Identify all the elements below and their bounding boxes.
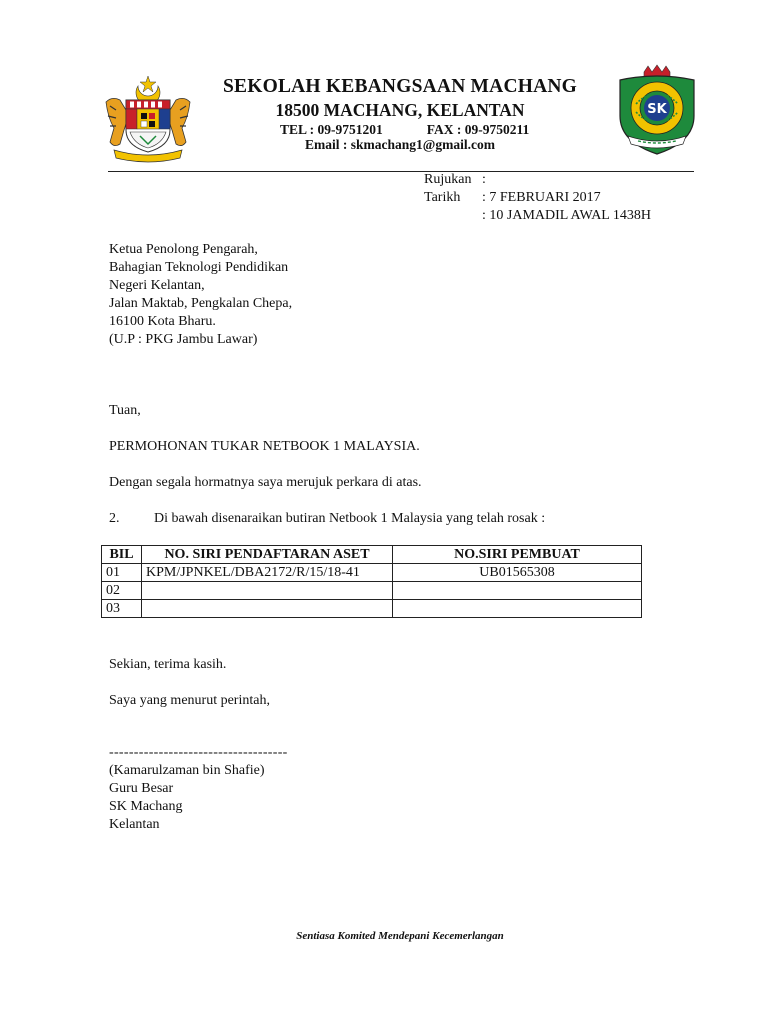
recipient-address <box>109 241 292 349</box>
reference-block <box>424 171 651 225</box>
cell-bil: 03 <box>102 600 142 618</box>
table-row <box>102 564 642 582</box>
recipient-line: 16100 Kota Bharu. <box>109 314 216 329</box>
rujukan-label: Rujukan <box>424 172 472 187</box>
paragraph-number: 2. <box>109 511 120 526</box>
column-header-bil: BIL <box>102 546 142 564</box>
school-address: 18500 MACHANG, KELANTAN <box>275 100 525 120</box>
table-row <box>102 600 642 618</box>
rujukan-value: : <box>482 172 486 187</box>
cell-asset-no <box>142 582 393 600</box>
signatory-school: SK Machang <box>109 799 183 814</box>
cell-serial-no <box>393 600 642 618</box>
tarikh-row <box>424 189 651 207</box>
tarikh-value: : 7 FEBRUARI 2017 <box>482 190 601 205</box>
hijri-date-row <box>424 207 651 225</box>
school-email: Email : skmachang1@gmail.com <box>305 137 495 152</box>
signatory-title: Guru Besar <box>109 781 174 796</box>
cell-asset-no <box>142 600 393 618</box>
school-tel: TEL : 09-9751201 <box>280 122 383 137</box>
school-name: SEKOLAH KEBANGSAAN MACHANG <box>222 76 578 97</box>
cell-bil: 02 <box>102 582 142 600</box>
signatory-name: (Kamarulzaman bin Shafie) <box>109 763 265 778</box>
paragraph-2-text: Di bawah disenaraikan butiran Netbook 1 Malaysia yang telah rosak : <box>154 511 546 526</box>
tarikh-label: Tarikh <box>424 190 461 205</box>
recipient-line: Jalan Maktab, Pengkalan Chepa, <box>109 296 293 311</box>
school-contact <box>280 122 529 138</box>
school-fax: FAX : 09-9750211 <box>426 122 530 137</box>
signature-block <box>109 762 265 834</box>
recipient-line: (U.P : PKG Jambu Lawar) <box>109 332 258 347</box>
cell-bil: 01 <box>102 564 142 582</box>
closing-sign-off: Saya yang menurut perintah, <box>109 693 270 708</box>
recipient-line: Negeri Kelantan, <box>109 278 205 293</box>
column-header-serial-no: NO.SIRI PEMBUAT <box>393 546 642 564</box>
netbook-asset-table <box>101 545 642 618</box>
table-row <box>102 582 642 600</box>
column-header-asset-no: NO. SIRI PENDAFTARAN ASET <box>142 546 393 564</box>
signatory-state: Kelantan <box>109 817 160 832</box>
cell-asset-no: KPM/JPNKEL/DBA2172/R/15/18-41 <box>142 564 393 582</box>
paragraph-1: Dengan segala hormatnya saya merujuk perkara di atas. <box>109 475 422 490</box>
rujukan-row <box>424 171 651 189</box>
letter-subject: PERMOHONAN TUKAR NETBOOK 1 MALAYSIA. <box>109 439 420 454</box>
cell-serial-no: UB01565308 <box>393 564 642 582</box>
salutation: Tuan, <box>109 403 141 418</box>
hijri-date-value: : 10 JAMADIL AWAL 1438H <box>482 208 651 223</box>
footer-motto: Sentiasa Komited Mendepani Kecemerlangan <box>296 930 504 942</box>
recipient-line: Bahagian Teknologi Pendidikan <box>109 260 289 275</box>
cell-serial-no <box>393 582 642 600</box>
signature-line: ------------------------------------ <box>109 745 288 760</box>
recipient-line: Ketua Penolong Pengarah, <box>109 242 258 257</box>
paragraph-2 <box>109 510 545 528</box>
school-badge-logo <box>614 64 700 156</box>
table-header-row <box>102 546 642 564</box>
svg-text:SK: SK <box>647 102 667 117</box>
closing-thanks: Sekian, terima kasih. <box>109 657 227 672</box>
